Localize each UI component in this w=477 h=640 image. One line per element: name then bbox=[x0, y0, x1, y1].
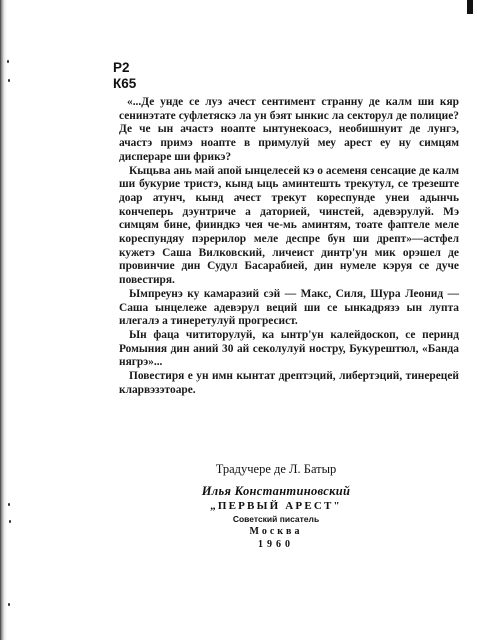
scan-speck bbox=[7, 60, 9, 63]
classification-codes bbox=[113, 60, 136, 92]
annotation-paragraph: Повестиря е ун имн кынтат дрептэций, либертэций, тинерецей кларвэзэтоаре. bbox=[119, 370, 459, 396]
scan-edge-shadow bbox=[0, 0, 7, 640]
imprint-block bbox=[176, 460, 376, 551]
scan-speck bbox=[8, 79, 10, 82]
annotation-paragraph: Кыцьва ань май апой ынцелесей кэ о асеменя сенсацие де калм ши букурие тристэ, кынд ыць аминтешть трекутул, се трезеште доар атунч, кынд ачест трекут кореспунде унеи адынчь кончеперь дэунтриче а даторией, чинстей, адевэрулуй. Мэ симцям бине, фииндкэ чея че-мь аминтям, тоате фаптеле меле кореспундяу пэрерилор меле деспре бун ши дрепт»—астфел кужетэ Саша Вилковский, личеист динтр'ун мик орэшел де провинчие дин Судул Басарабией, дин нумеле кэруя се дуче повестиря. bbox=[119, 164, 459, 287]
author-mark-code: К65 bbox=[113, 76, 137, 91]
publisher-name: Советский писатель bbox=[232, 514, 320, 524]
annotation-paragraph: Ын фаца чититорулуй, ка ынтр'ун калейдоскоп, се перинд Ромыния дин аний 30 ай секолулуй ностру, Букурештюл, «Банда нягрэ»... bbox=[119, 328, 459, 369]
annotation-paragraph: «...Де унде се луэ ачест сентимент странну де калм ши кяр сенинэтате суфлетяскэ ла ун бэят ынкис ла секторул де полицие? Де че ын ачастэ ноапте ынтунекоасэ, необишнуит де лунгэ, ачастэ примэ ноапте в примулуй меу арест еу ну симцям диспераре ши фрикэ? bbox=[119, 96, 459, 163]
translator-credit: Традучере де Л. Батыр bbox=[215, 462, 337, 476]
scan-speck bbox=[8, 603, 10, 606]
scan-speck bbox=[8, 503, 10, 506]
annotation-text bbox=[119, 96, 459, 397]
scan-speck bbox=[9, 520, 11, 523]
original-author: Илья Константиновский bbox=[201, 484, 351, 498]
publication-city: Москва bbox=[249, 526, 303, 537]
original-title: „ПЕРВЫЙ АРЕСТ" bbox=[210, 500, 342, 512]
publication-year: 1960 bbox=[258, 539, 294, 550]
scan-corner-mark bbox=[467, 0, 473, 14]
bbk-code: P2 bbox=[113, 60, 130, 75]
annotation-paragraph: Ымпреунэ ку камаразий сэй — Макс, Силя, Шура Леонид — Саша ынцележе адевэрул веций ши се ынкадрязэ ын лупта илегалэ а тинеретулуй прогресист. bbox=[119, 287, 459, 328]
